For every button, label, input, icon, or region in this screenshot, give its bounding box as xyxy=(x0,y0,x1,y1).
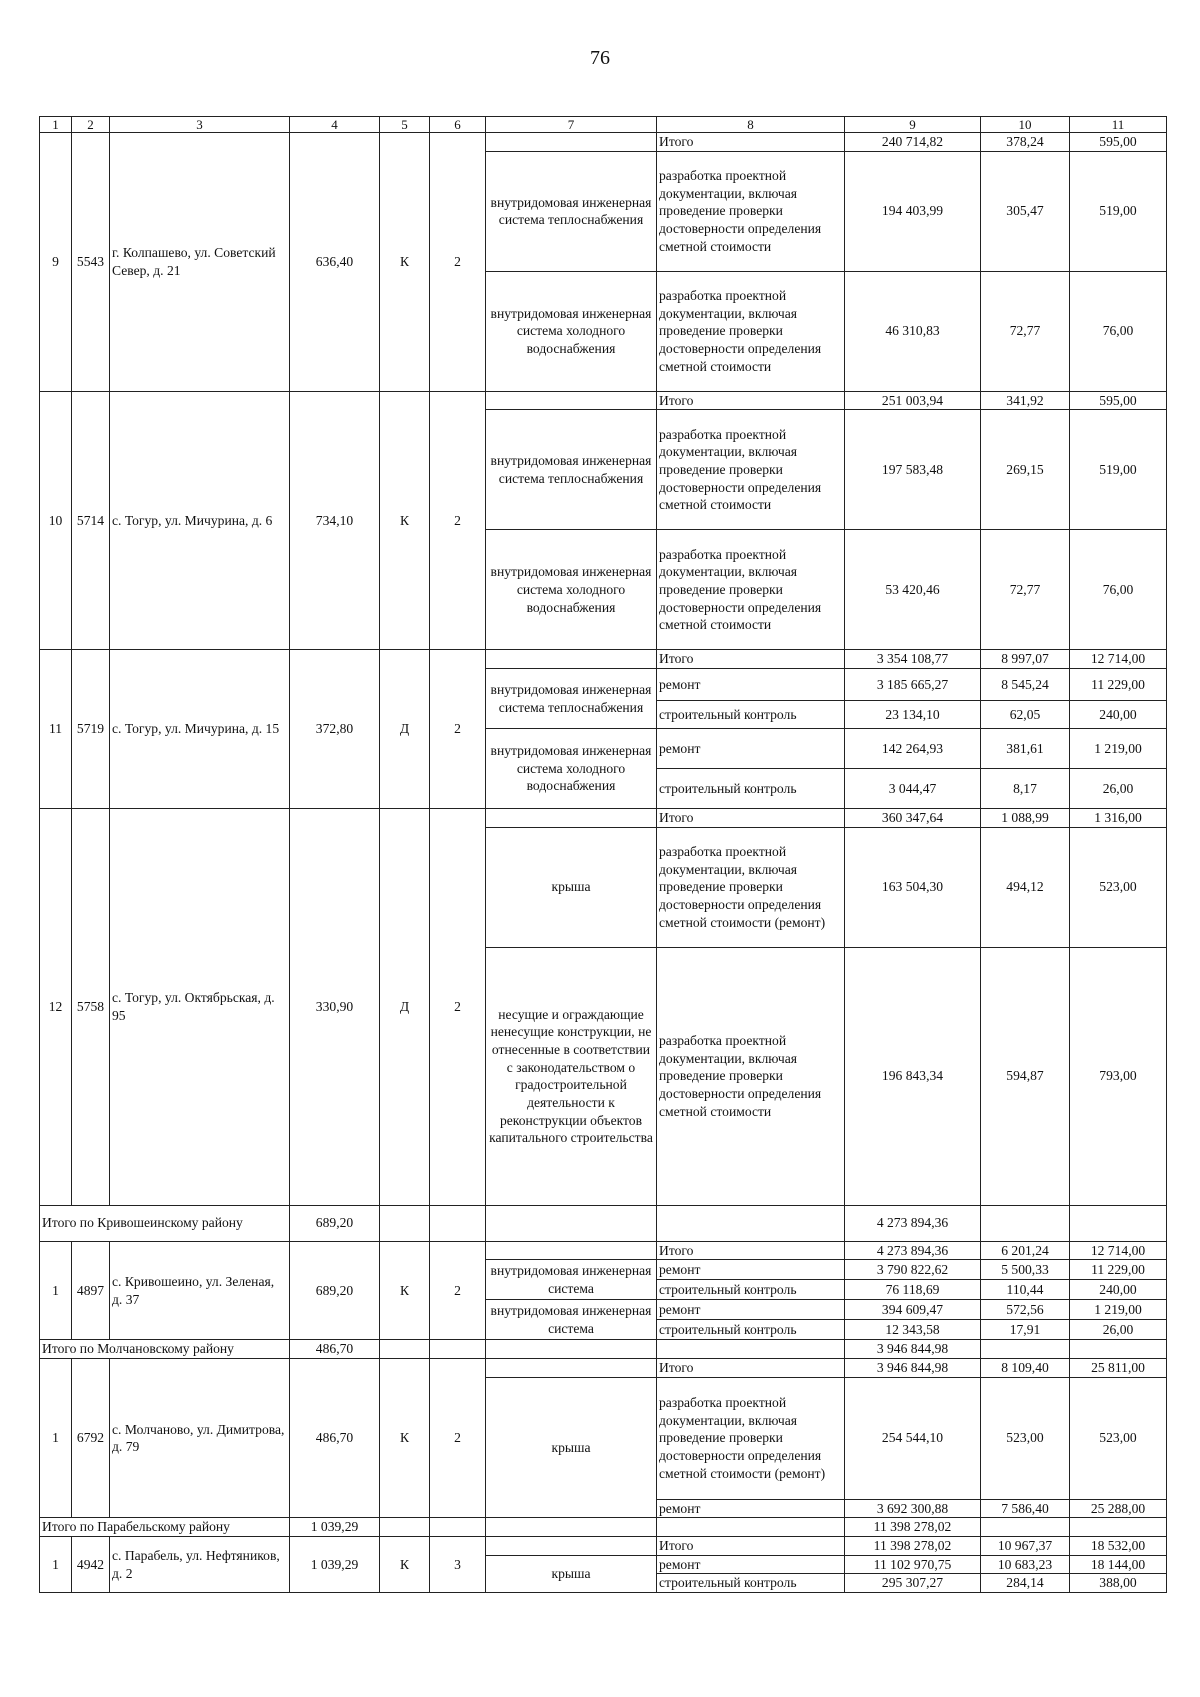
area: 330,90 xyxy=(290,809,380,1206)
limit: 595,00 xyxy=(1070,391,1167,410)
area: 1 039,29 xyxy=(290,1537,380,1593)
address: с. Тогур, ул. Мичурина, д. 6 xyxy=(110,391,290,650)
header-cell: 7 xyxy=(486,117,657,133)
unit-cost: 381,61 xyxy=(981,729,1070,769)
system-type: внутридомовая инженерная система холодного водоснабжения xyxy=(486,530,657,650)
empty-cell xyxy=(430,1340,486,1359)
address: с. Тогур, ул. Мичурина, д. 15 xyxy=(110,650,290,809)
system-type: крыша xyxy=(486,1555,657,1592)
district-sum: 3 946 844,98 xyxy=(845,1340,981,1359)
header-cell: 5 xyxy=(380,117,430,133)
unit-cost: 341,92 xyxy=(981,391,1070,410)
work-type: строительный контроль xyxy=(657,769,845,809)
work-type: ремонт xyxy=(657,1499,845,1518)
house-code: 5758 xyxy=(72,809,110,1206)
table-row xyxy=(40,391,1167,410)
row-number: 1 xyxy=(40,1359,72,1518)
limit: 1 316,00 xyxy=(1070,809,1167,828)
house-param: 2 xyxy=(430,391,486,650)
district-sum: 4 273 894,36 xyxy=(845,1205,981,1241)
limit: 18 532,00 xyxy=(1070,1537,1167,1556)
unit-cost: 494,12 xyxy=(981,827,1070,947)
empty-cell xyxy=(486,1518,657,1537)
unit-cost: 10 967,37 xyxy=(981,1537,1070,1556)
district-label: Итого по Молчановскому району xyxy=(40,1340,290,1359)
house-type: К xyxy=(380,1241,430,1340)
unit-cost: 110,44 xyxy=(981,1280,1070,1300)
work-type: ремонт xyxy=(657,729,845,769)
address: г. Колпашево, ул. Советский Север, д. 21 xyxy=(110,133,290,392)
house-param: 2 xyxy=(430,133,486,392)
district-area: 486,70 xyxy=(290,1340,380,1359)
limit: 26,00 xyxy=(1070,769,1167,809)
row-number: 10 xyxy=(40,391,72,650)
unit-cost: 6 201,24 xyxy=(981,1241,1070,1260)
header-cell: 10 xyxy=(981,117,1070,133)
cost: 240 714,82 xyxy=(845,133,981,152)
limit: 76,00 xyxy=(1070,271,1167,391)
table-row xyxy=(40,1537,1167,1556)
row-number: 12 xyxy=(40,809,72,1206)
cost: 46 310,83 xyxy=(845,271,981,391)
cost: 4 273 894,36 xyxy=(845,1241,981,1260)
house-code: 6792 xyxy=(72,1359,110,1518)
address: с. Кривошеино, ул. Зеленая, д. 37 xyxy=(110,1241,290,1340)
house-type: К xyxy=(380,1537,430,1593)
work-type: разработка проектной документации, включая проведение проверки достоверности определения сметной стоимости xyxy=(657,530,845,650)
unit-cost: 8 997,07 xyxy=(981,650,1070,669)
unit-cost: 5 500,33 xyxy=(981,1260,1070,1280)
unit-cost: 7 586,40 xyxy=(981,1499,1070,1518)
header-cell: 6 xyxy=(430,117,486,133)
address: с. Тогур, ул. Октябрьская, д. 95 xyxy=(110,809,290,1206)
work-type: ремонт xyxy=(657,1555,845,1574)
header-cell: 2 xyxy=(72,117,110,133)
cost: 3 044,47 xyxy=(845,769,981,809)
cost: 11 102 970,75 xyxy=(845,1555,981,1574)
district-total-row xyxy=(40,1340,1167,1359)
empty-cell xyxy=(981,1340,1070,1359)
limit: 1 219,00 xyxy=(1070,1300,1167,1320)
work-type: разработка проектной документации, включая проведение проверки достоверности определения сметной стоимости xyxy=(657,947,845,1205)
empty-cell xyxy=(657,1205,845,1241)
cost: 251 003,94 xyxy=(845,391,981,410)
limit: 523,00 xyxy=(1070,1377,1167,1499)
area: 486,70 xyxy=(290,1359,380,1518)
unit-cost: 523,00 xyxy=(981,1377,1070,1499)
work-type: строительный контроль xyxy=(657,701,845,729)
cost: 254 544,10 xyxy=(845,1377,981,1499)
district-area: 689,20 xyxy=(290,1205,380,1241)
empty-cell xyxy=(981,1518,1070,1537)
cost: 142 264,93 xyxy=(845,729,981,769)
house-type: Д xyxy=(380,650,430,809)
empty-cell xyxy=(486,650,657,669)
district-label: Итого по Парабельскому району xyxy=(40,1518,290,1537)
header-cell: 9 xyxy=(845,117,981,133)
work-type: Итого xyxy=(657,391,845,410)
empty-cell xyxy=(430,1205,486,1241)
unit-cost: 17,91 xyxy=(981,1320,1070,1340)
unit-cost: 1 088,99 xyxy=(981,809,1070,828)
cost: 76 118,69 xyxy=(845,1280,981,1300)
system-type: внутридомовая инженерная система теплоснабжения xyxy=(486,410,657,530)
house-param: 2 xyxy=(430,1241,486,1340)
house-param: 2 xyxy=(430,809,486,1206)
work-type: разработка проектной документации, включая проведение проверки достоверности определения сметной стоимости xyxy=(657,151,845,271)
empty-cell xyxy=(1070,1518,1167,1537)
limit: 11 229,00 xyxy=(1070,1260,1167,1280)
work-type: Итого xyxy=(657,650,845,669)
unit-cost: 284,14 xyxy=(981,1574,1070,1593)
work-type: ремонт xyxy=(657,1260,845,1280)
row-number: 11 xyxy=(40,650,72,809)
unit-cost: 8 545,24 xyxy=(981,669,1070,701)
limit: 388,00 xyxy=(1070,1574,1167,1593)
unit-cost: 8,17 xyxy=(981,769,1070,809)
limit: 18 144,00 xyxy=(1070,1555,1167,1574)
empty-cell xyxy=(657,1518,845,1537)
work-type: Итого xyxy=(657,1537,845,1556)
cost: 3 946 844,98 xyxy=(845,1359,981,1378)
work-type: Итого xyxy=(657,809,845,828)
empty-cell xyxy=(380,1340,430,1359)
system-type: внутридомовая инженерная система холодного водоснабжения xyxy=(486,271,657,391)
system-type: несущие и ограждающие ненесущие конструкции, не отнесенные в соответствии с законодательством о градостроительной деятельности к реконструкции объектов капитального строительства xyxy=(486,947,657,1205)
header-cell: 8 xyxy=(657,117,845,133)
cost: 197 583,48 xyxy=(845,410,981,530)
unit-cost: 72,77 xyxy=(981,271,1070,391)
district-total-row xyxy=(40,1205,1167,1241)
limit: 240,00 xyxy=(1070,701,1167,729)
work-type: разработка проектной документации, включая проведение проверки достоверности определения сметной стоимости xyxy=(657,271,845,391)
cost: 3 354 108,77 xyxy=(845,650,981,669)
limit: 76,00 xyxy=(1070,530,1167,650)
system-type: крыша xyxy=(486,827,657,947)
repair-register-table xyxy=(39,116,1167,1593)
empty-cell xyxy=(486,809,657,828)
limit: 793,00 xyxy=(1070,947,1167,1205)
header-cell: 11 xyxy=(1070,117,1167,133)
empty-cell xyxy=(380,1518,430,1537)
limit: 12 714,00 xyxy=(1070,650,1167,669)
cost: 3 790 822,62 xyxy=(845,1260,981,1280)
page-number: 76 xyxy=(590,47,610,69)
empty-cell xyxy=(981,1205,1070,1241)
cost: 360 347,64 xyxy=(845,809,981,828)
house-code: 4942 xyxy=(72,1537,110,1593)
unit-cost: 305,47 xyxy=(981,151,1070,271)
work-type: Итого xyxy=(657,1359,845,1378)
cost: 163 504,30 xyxy=(845,827,981,947)
work-type: разработка проектной документации, включая проведение проверки достоверности определения сметной стоимости xyxy=(657,410,845,530)
empty-cell xyxy=(430,1518,486,1537)
empty-cell xyxy=(380,1205,430,1241)
empty-cell xyxy=(486,391,657,410)
table-row xyxy=(40,1359,1167,1378)
cost: 23 134,10 xyxy=(845,701,981,729)
unit-cost: 62,05 xyxy=(981,701,1070,729)
empty-cell xyxy=(486,133,657,152)
header-cell: 3 xyxy=(110,117,290,133)
area: 689,20 xyxy=(290,1241,380,1340)
area: 372,80 xyxy=(290,650,380,809)
table-row xyxy=(40,650,1167,669)
limit: 519,00 xyxy=(1070,410,1167,530)
area: 636,40 xyxy=(290,133,380,392)
address: с. Парабель, ул. Нефтяников, д. 2 xyxy=(110,1537,290,1593)
empty-cell xyxy=(486,1340,657,1359)
system-type: внутридомовая инженерная система xyxy=(486,1300,657,1340)
cost: 53 420,46 xyxy=(845,530,981,650)
cost: 11 398 278,02 xyxy=(845,1537,981,1556)
empty-cell xyxy=(1070,1205,1167,1241)
house-code: 5714 xyxy=(72,391,110,650)
empty-cell xyxy=(486,1359,657,1378)
limit: 519,00 xyxy=(1070,151,1167,271)
system-type: внутридомовая инженерная система теплоснабжения xyxy=(486,669,657,729)
house-code: 5543 xyxy=(72,133,110,392)
header-cell: 4 xyxy=(290,117,380,133)
unit-cost: 572,56 xyxy=(981,1300,1070,1320)
work-type: строительный контроль xyxy=(657,1574,845,1593)
system-type: крыша xyxy=(486,1377,657,1518)
cost: 12 343,58 xyxy=(845,1320,981,1340)
unit-cost: 10 683,23 xyxy=(981,1555,1070,1574)
work-type: Итого xyxy=(657,133,845,152)
row-number: 9 xyxy=(40,133,72,392)
limit: 26,00 xyxy=(1070,1320,1167,1340)
house-code: 4897 xyxy=(72,1241,110,1340)
cost: 196 843,34 xyxy=(845,947,981,1205)
cost: 394 609,47 xyxy=(845,1300,981,1320)
unit-cost: 72,77 xyxy=(981,530,1070,650)
house-param: 3 xyxy=(430,1537,486,1593)
district-label: Итого по Кривошеинскому району xyxy=(40,1205,290,1241)
district-total-row xyxy=(40,1518,1167,1537)
empty-cell xyxy=(486,1205,657,1241)
cost: 3 692 300,88 xyxy=(845,1499,981,1518)
work-type: строительный контроль xyxy=(657,1280,845,1300)
empty-cell xyxy=(486,1537,657,1556)
area: 734,10 xyxy=(290,391,380,650)
house-param: 2 xyxy=(430,650,486,809)
table-row xyxy=(40,1241,1167,1260)
row-number: 1 xyxy=(40,1537,72,1593)
house-type: К xyxy=(380,1359,430,1518)
cost: 3 185 665,27 xyxy=(845,669,981,701)
header-cell: 1 xyxy=(40,117,72,133)
limit: 11 229,00 xyxy=(1070,669,1167,701)
system-type: внутридомовая инженерная система теплоснабжения xyxy=(486,151,657,271)
work-type: Итого xyxy=(657,1241,845,1260)
address: с. Молчаново, ул. Димитрова, д. 79 xyxy=(110,1359,290,1518)
limit: 25 288,00 xyxy=(1070,1499,1167,1518)
table-row xyxy=(40,809,1167,828)
house-type: К xyxy=(380,391,430,650)
unit-cost: 8 109,40 xyxy=(981,1359,1070,1378)
unit-cost: 269,15 xyxy=(981,410,1070,530)
work-type: строительный контроль xyxy=(657,1320,845,1340)
work-type: разработка проектной документации, включая проведение проверки достоверности определения сметной стоимости (ремонт) xyxy=(657,827,845,947)
row-number: 1 xyxy=(40,1241,72,1340)
district-area: 1 039,29 xyxy=(290,1518,380,1537)
empty-cell xyxy=(1070,1340,1167,1359)
limit: 25 811,00 xyxy=(1070,1359,1167,1378)
unit-cost: 594,87 xyxy=(981,947,1070,1205)
cost: 295 307,27 xyxy=(845,1574,981,1593)
limit: 595,00 xyxy=(1070,133,1167,152)
unit-cost: 378,24 xyxy=(981,133,1070,152)
limit: 240,00 xyxy=(1070,1280,1167,1300)
house-code: 5719 xyxy=(72,650,110,809)
header-row xyxy=(40,117,1167,133)
house-type: К xyxy=(380,133,430,392)
limit: 12 714,00 xyxy=(1070,1241,1167,1260)
house-type: Д xyxy=(380,809,430,1206)
limit: 523,00 xyxy=(1070,827,1167,947)
work-type: ремонт xyxy=(657,1300,845,1320)
house-param: 2 xyxy=(430,1359,486,1518)
empty-cell xyxy=(657,1340,845,1359)
table-row xyxy=(40,133,1167,152)
work-type: ремонт xyxy=(657,669,845,701)
district-sum: 11 398 278,02 xyxy=(845,1518,981,1537)
system-type: внутридомовая инженерная система холодного водоснабжения xyxy=(486,729,657,809)
cost: 194 403,99 xyxy=(845,151,981,271)
limit: 1 219,00 xyxy=(1070,729,1167,769)
work-type: разработка проектной документации, включая проведение проверки достоверности определения сметной стоимости (ремонт) xyxy=(657,1377,845,1499)
system-type: внутридомовая инженерная система xyxy=(486,1260,657,1300)
empty-cell xyxy=(486,1241,657,1260)
